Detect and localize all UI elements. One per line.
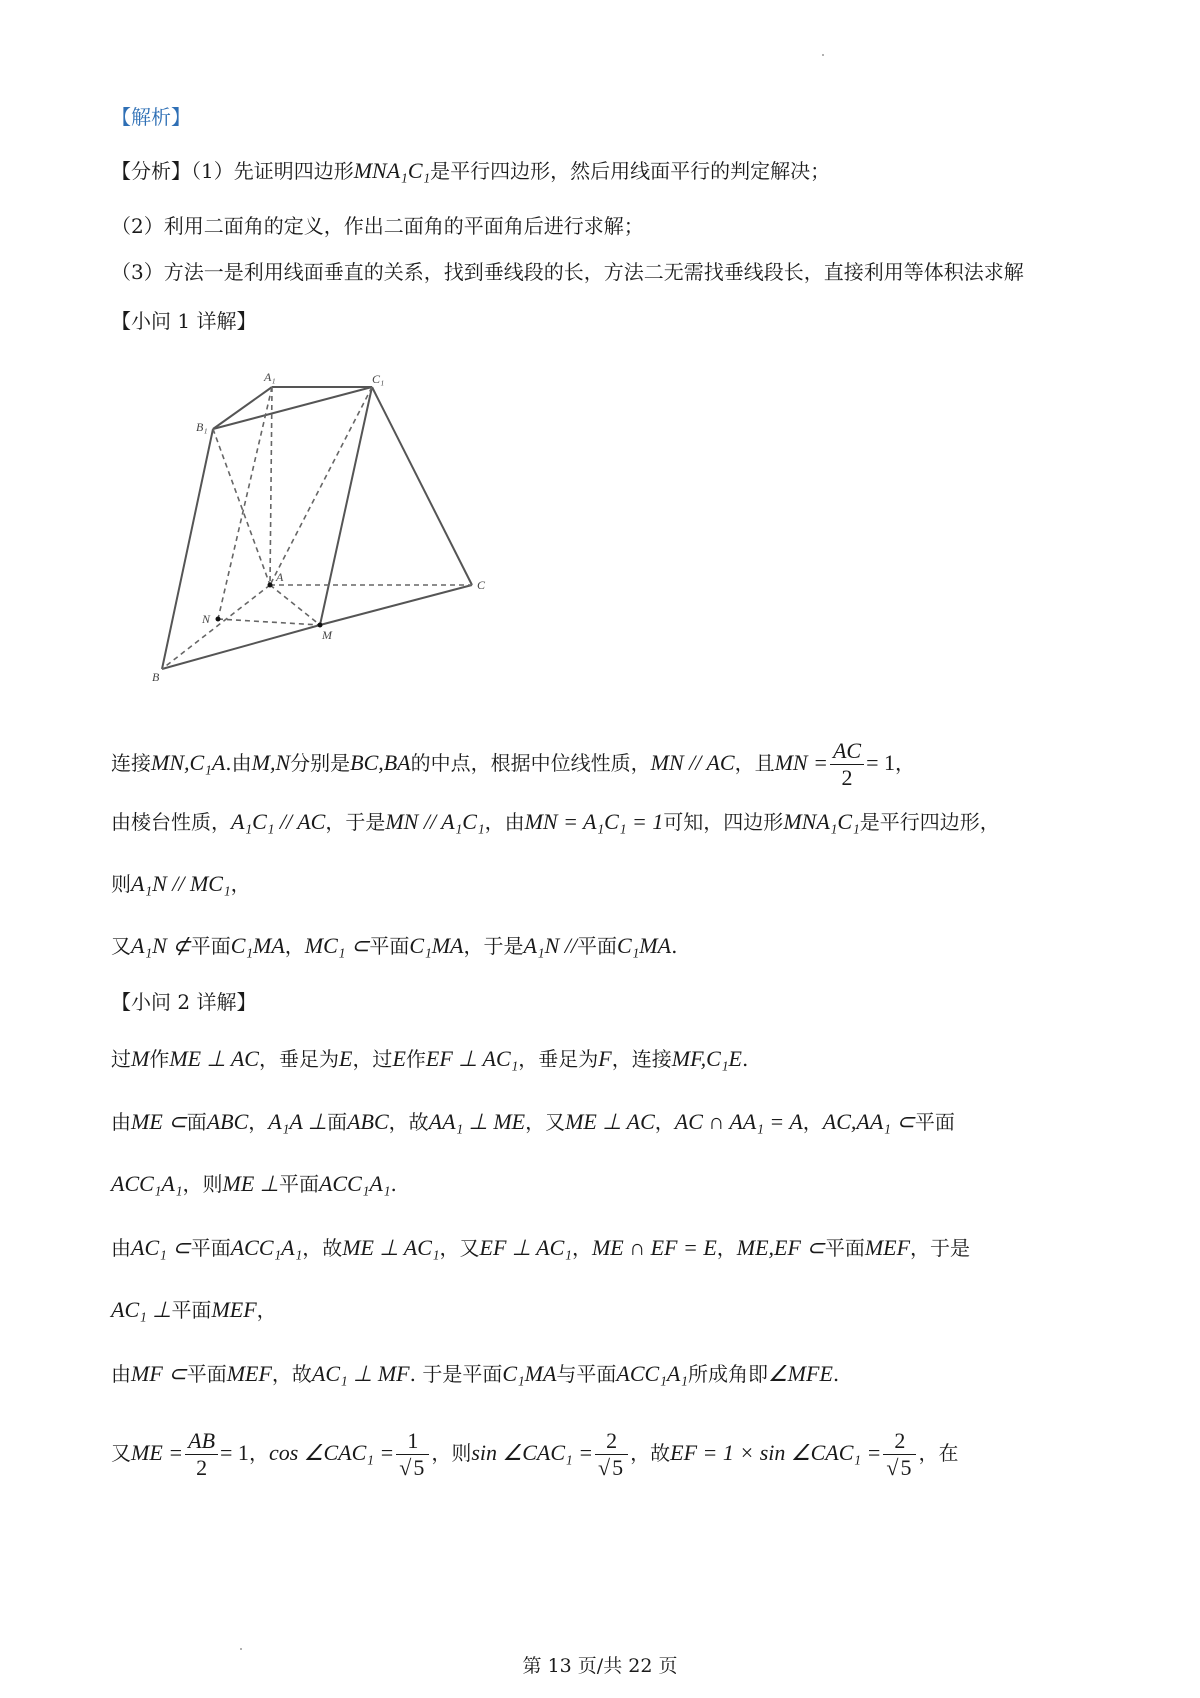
q2-line-5 [111, 1296, 277, 1324]
q1-heading: 【小问 1 详解】 [111, 309, 257, 333]
math: MN // A₁C₁ [385, 809, 485, 834]
text: ，过 [352, 1047, 393, 1071]
math: ACC₁A₁ [318, 1171, 391, 1196]
text: ， [230, 872, 251, 896]
text: ，由 [484, 810, 525, 834]
text: . [671, 934, 678, 958]
radicand: 5 [413, 1455, 425, 1480]
math: A₁N ⊄ [131, 933, 191, 958]
label-a1: A₁ [264, 370, 276, 384]
text: 面 [327, 1110, 348, 1134]
edge-a1-a [270, 387, 272, 585]
q1-line-2 [111, 808, 1000, 836]
text: 可知，四边形 [663, 810, 784, 834]
fraction-numerator: AC [830, 738, 864, 765]
edge-b1-b [162, 429, 213, 669]
math: MEF [226, 1361, 272, 1386]
q2-line-6 [111, 1360, 839, 1388]
text: ，故 [302, 1236, 343, 1260]
edge-a1-n [218, 387, 272, 619]
math: MEF [211, 1297, 257, 1322]
text: . [741, 1047, 749, 1071]
math: AC ∩ AA₁ = A [674, 1109, 803, 1134]
math: EF ⊥ AC₁ [425, 1046, 519, 1071]
text: ，在 [918, 1441, 959, 1465]
text: 平面 [369, 934, 410, 958]
analysis-line-3: （3）方法一是利用线面垂直的关系，找到垂线段的长，方法二无需找垂线段长，直接利用等体积法求解 [111, 260, 1024, 284]
scan-speck [240, 1648, 242, 1650]
text: ， [571, 1236, 592, 1260]
label-a: A [276, 570, 284, 584]
text: 又 [111, 1441, 131, 1465]
q2-line-7 [111, 1428, 958, 1481]
text: 平面 [576, 934, 617, 958]
text: ，故 [630, 1441, 671, 1465]
math: ABC [347, 1109, 389, 1134]
text: ，垂足为 [258, 1047, 339, 1071]
sqrt-sign: √5 [598, 1455, 624, 1480]
math: ME,EF ⊂ [736, 1235, 825, 1260]
text: 分别是 [290, 751, 351, 775]
edge-a-m [270, 585, 320, 625]
math: MN = [774, 750, 828, 775]
edge-n-m [218, 619, 320, 625]
text: . [832, 1362, 840, 1386]
math: MN // AC [650, 750, 735, 775]
text: 与平面 [556, 1362, 617, 1386]
text: 又 [111, 934, 131, 958]
math: MN = A₁C₁ = 1 [524, 809, 664, 834]
text: 平面 [278, 1172, 319, 1196]
text: 平面 [186, 1362, 227, 1386]
math: AC₁ ⊂ [131, 1235, 191, 1260]
fraction-numerator: 2 [883, 1428, 916, 1455]
text: 的中点，根据中位线性质， [410, 751, 651, 775]
fraction [830, 738, 864, 791]
q2-line-2 [111, 1108, 955, 1136]
math: MNA₁C₁ [783, 809, 860, 834]
page-number: 第 13 页/共 22 页 [522, 1655, 678, 1677]
text: 过 [111, 1047, 131, 1071]
analysis-line-2: （2）利用二面角的定义，作出二面角的平面角后进行求解； [111, 214, 644, 238]
edge-b1-a [213, 429, 270, 585]
fraction-denominator [883, 1455, 916, 1481]
math: ME ⊥ [222, 1171, 279, 1196]
text: ，又 [439, 1236, 480, 1260]
text: ， [248, 1441, 269, 1465]
text: ，于是 [910, 1236, 971, 1260]
text: ， [894, 751, 915, 775]
math: MF,C₁E [671, 1046, 742, 1071]
text: ，于是 [463, 934, 524, 958]
math: ACC₁A₁ [616, 1361, 688, 1386]
text: ， [284, 934, 305, 958]
text: 面 [186, 1110, 207, 1134]
text: 连接 [111, 751, 151, 775]
text: 是平行四边形， [859, 810, 1000, 834]
fraction [396, 1428, 429, 1481]
math: MF ⊂ [131, 1361, 187, 1386]
text: ，于是 [325, 810, 386, 834]
text: 平面 [171, 1298, 212, 1322]
fraction-denominator: 2 [841, 765, 853, 790]
sqrt-sign: √5 [886, 1455, 912, 1480]
label-c: C [477, 578, 486, 592]
text: 则 [111, 872, 131, 896]
text: ，则 [431, 1441, 472, 1465]
text: 平面 [190, 1236, 231, 1260]
math: ABC [206, 1109, 249, 1134]
text: ，垂足为 [518, 1047, 599, 1071]
math: A₁A ⊥ [268, 1109, 328, 1134]
fraction-denominator: 2 [196, 1455, 208, 1480]
q2-line-3 [111, 1170, 397, 1198]
edge-c1-c [372, 387, 472, 585]
text: ，则 [182, 1172, 223, 1196]
text: ， [716, 1236, 737, 1260]
edge-c1-m [320, 387, 372, 625]
text: . [390, 1172, 397, 1196]
q1-line-1 [111, 738, 915, 791]
math: AC₁ ⊥ [111, 1297, 172, 1322]
q1-line-3 [111, 870, 251, 898]
text: 是平行四边形，然后用线面平行的判定解决； [430, 159, 831, 183]
text: 由 [111, 1362, 131, 1386]
math: F [598, 1046, 612, 1071]
math: ME = [131, 1440, 184, 1465]
math: ME ⊥ AC [169, 1046, 259, 1071]
text: ，连接 [611, 1047, 672, 1071]
math: MNA₁C₁ [353, 158, 431, 183]
fraction [883, 1428, 916, 1481]
label-m: M [322, 628, 332, 642]
fraction [185, 1428, 218, 1481]
math: AA₁ ⊥ ME [428, 1109, 526, 1134]
math: MC₁ ⊂ [304, 933, 370, 958]
point-n [216, 617, 221, 622]
math: cos ∠CAC₁ = [268, 1440, 395, 1465]
math: M,N [251, 750, 291, 775]
fraction-numerator: 2 [595, 1428, 628, 1455]
math: ME ∩ EF = E [591, 1235, 717, 1260]
analysis-line-1 [111, 157, 830, 185]
math: C₁MA [230, 933, 285, 958]
math: C₁MA [502, 1361, 557, 1386]
point-m [318, 623, 323, 628]
math: ME ⊥ AC [565, 1109, 655, 1134]
text: ，且 [734, 751, 775, 775]
sqrt-sign: √5 [399, 1455, 425, 1480]
label-b1: B₁ [196, 420, 208, 434]
text: .由 [225, 751, 252, 775]
label-b: B [152, 670, 160, 684]
math: C₁MA [409, 933, 464, 958]
q2-heading: 【小问 2 详解】 [111, 990, 257, 1014]
label-c1: C₁ [372, 372, 385, 386]
math: EF = 1 × sin ∠CAC₁ = [670, 1440, 882, 1465]
frustum-figure [140, 365, 520, 685]
solution-heading: 【解析】 [111, 105, 191, 129]
text: ，又 [525, 1110, 566, 1134]
math: ME ⊂ [131, 1109, 187, 1134]
math: A₁C₁ // AC [231, 809, 326, 834]
edge-m-c [320, 585, 472, 625]
text: 由棱台性质， [111, 810, 231, 834]
math: A₁N // MC₁ [131, 871, 231, 896]
text: ， [248, 1110, 269, 1134]
fraction [595, 1428, 628, 1481]
math: = 1 [220, 1440, 249, 1465]
edge-b-m [162, 625, 320, 669]
math: ∠MFE [767, 1361, 833, 1386]
math: E [392, 1046, 406, 1071]
math: sin ∠CAC₁ = [471, 1440, 594, 1465]
math: MN,C₁A [151, 750, 226, 775]
analysis-label: 【分析】 [111, 159, 191, 183]
text: 作 [405, 1047, 426, 1071]
text: ，故 [271, 1362, 312, 1386]
radicand: 5 [612, 1455, 624, 1480]
fraction-denominator [595, 1455, 628, 1481]
math: E [338, 1046, 353, 1071]
math: C₁MA [616, 933, 672, 958]
scan-speck [822, 54, 824, 56]
fraction-numerator: 1 [396, 1428, 429, 1455]
math: ACC₁A₁ [230, 1235, 303, 1260]
text: ，故 [388, 1110, 429, 1134]
text: ， [256, 1298, 277, 1322]
math: AC₁ ⊥ MF [311, 1361, 410, 1386]
math: BC,BA [350, 750, 411, 775]
text: 作 [149, 1047, 170, 1071]
radicand: 5 [900, 1455, 912, 1480]
edge-b1-c1 [213, 387, 372, 429]
math: ME ⊥ AC₁ [342, 1235, 440, 1260]
fraction-denominator [396, 1455, 429, 1481]
text: 平面 [824, 1236, 865, 1260]
math: M [131, 1046, 150, 1071]
text: 由 [111, 1110, 131, 1134]
math: ACC₁A₁ [111, 1171, 183, 1196]
math: MEF [864, 1235, 911, 1260]
math: = 1 [866, 750, 895, 775]
q1-line-4 [111, 932, 677, 960]
text: 由 [111, 1236, 131, 1260]
edge-c1-a [270, 387, 372, 585]
text: . 于是平面 [409, 1362, 503, 1386]
text: （1）先证明四边形 [191, 159, 354, 183]
fraction-numerator: AB [185, 1428, 218, 1455]
q2-line-4 [111, 1234, 970, 1262]
edge-a-b [162, 585, 270, 669]
point-a [268, 583, 273, 588]
math: EF ⊥ AC₁ [479, 1235, 572, 1260]
text: ， [654, 1110, 675, 1134]
text: 平面 [914, 1110, 955, 1134]
text: 平面 [190, 934, 231, 958]
text: ， [802, 1110, 823, 1134]
text: 所成角即 [687, 1362, 768, 1386]
label-n: N [202, 612, 211, 626]
math: A₁N // [523, 933, 577, 958]
q2-line-1 [111, 1045, 748, 1073]
math: AC,AA₁ ⊂ [822, 1109, 915, 1134]
